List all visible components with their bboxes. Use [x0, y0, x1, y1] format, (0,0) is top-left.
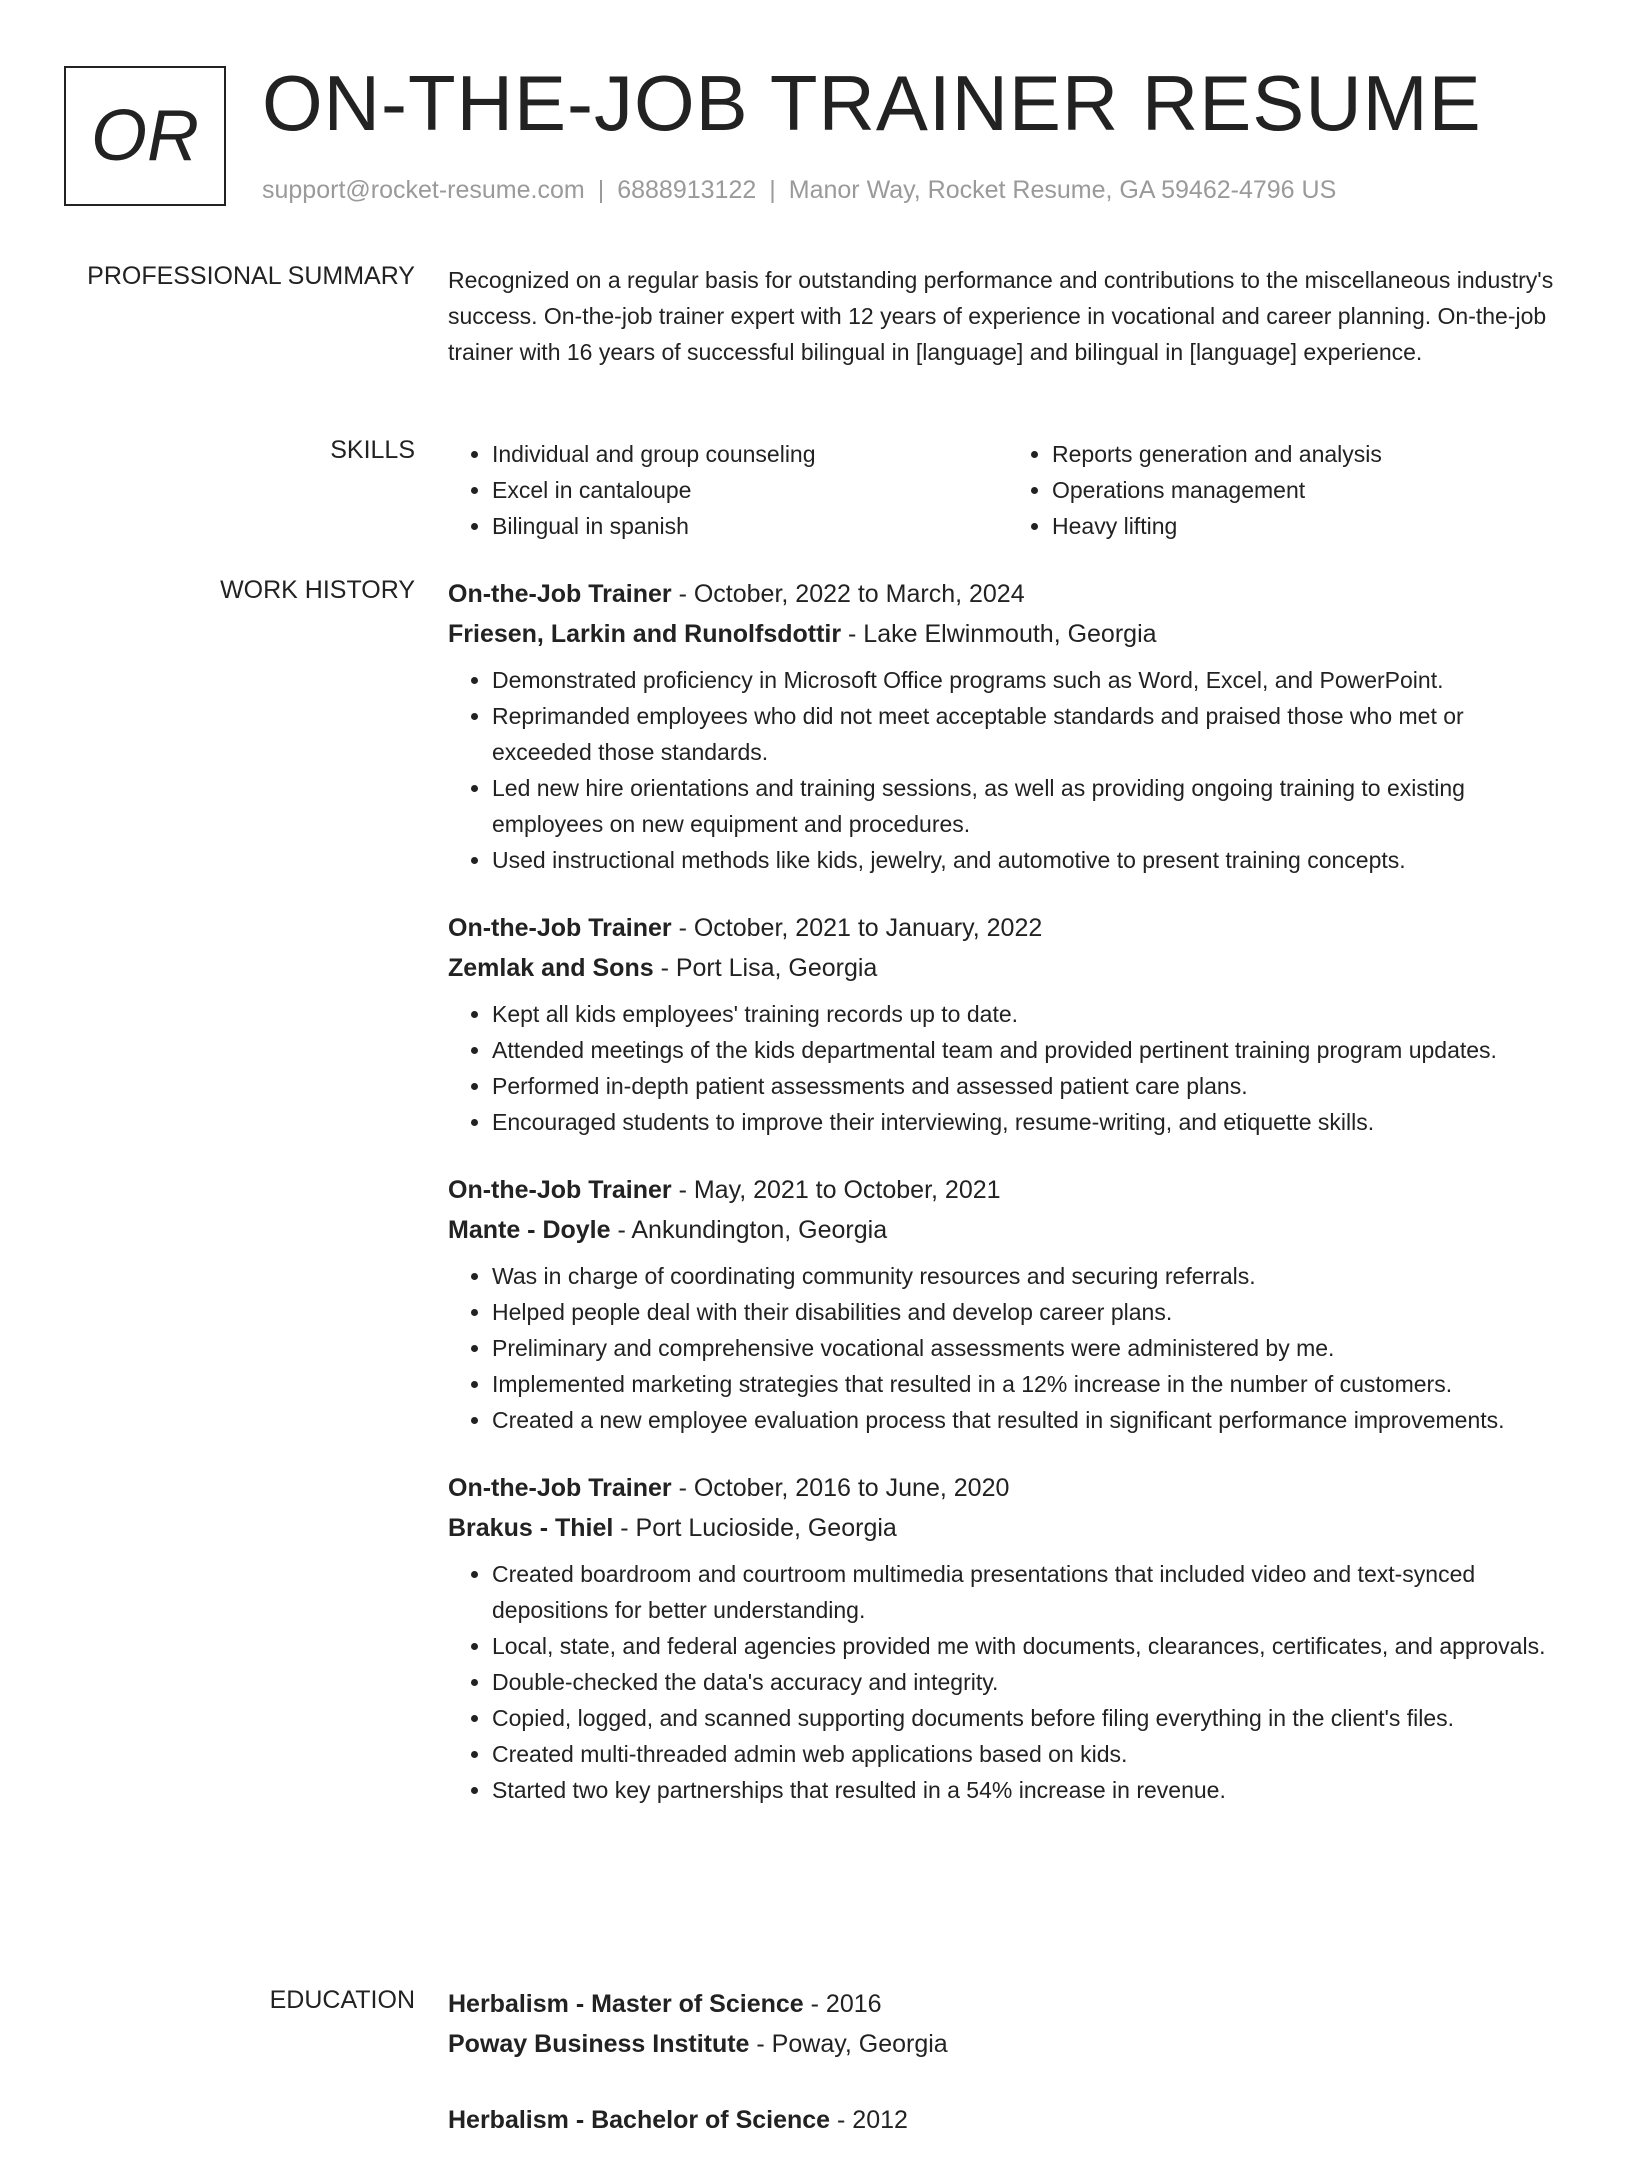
contact-phone: 6888913122: [617, 176, 757, 204]
job-company: Zemlak and Sons: [448, 954, 654, 982]
education-degree: Herbalism - Master of Science: [448, 1990, 804, 2018]
job-company: Mante - Doyle: [448, 1216, 611, 1244]
job-bullet: • Demonstrated proficiency in Microsoft Office programs such as Word, Excel, and PowerPoint.: [492, 662, 1568, 698]
skill-item: • Bilingual in spanish: [492, 508, 1008, 544]
job-bullet: • Performed in-depth patient assessments and assessed patient care plans.: [492, 1068, 1568, 1104]
job-bullet: • Implemented marketing strategies that resulted in a 12% increase in the number of customers.: [492, 1366, 1568, 1402]
job-bullet: • Reprimanded employees who did not meet acceptable standards and praised those who met or exceeded those standards.: [492, 698, 1568, 770]
skills-list-left: [448, 436, 1008, 544]
job-dates: - October, 2022 to March, 2024: [671, 580, 1025, 608]
education-year: - 2012: [830, 2106, 908, 2134]
resume-title: ON-THE-JOB TRAINER RESUME: [262, 59, 1482, 147]
job-bullet: • Attended meetings of the kids departmental team and provided pertinent training program updates.: [492, 1032, 1568, 1068]
job-bullet: • Encouraged students to improve their interviewing, resume-writing, and etiquette skills.: [492, 1104, 1568, 1140]
section-label-skills: SKILLS: [330, 436, 415, 464]
job-bullet: • Created a new employee evaluation process that resulted in significant performance improvements.: [492, 1402, 1568, 1438]
summary-text: Recognized on a regular basis for outstanding performance and contributions to the miscellaneous industry's success. On-the-job trainer expert with 12 years of experience in vocational and career planning. On-the-job trainer with 16 years of successful bilingual in [language] and bilingual in [language] experience.: [448, 267, 1554, 365]
skill-item: • Heavy lifting: [1052, 508, 1568, 544]
job-bullet: • Copied, logged, and scanned supporting documents before filing everything in the client's files.: [492, 1700, 1568, 1736]
job-title: On-the-Job Trainer: [448, 1474, 672, 1502]
job-entry: [448, 1172, 1568, 1438]
job-dates: - October, 2021 to January, 2022: [671, 914, 1043, 942]
job-entry: [448, 1470, 1568, 1808]
monogram-box: [64, 66, 226, 206]
job-bullet: • Kept all kids employees' training records up to date.: [492, 996, 1568, 1032]
job-company: Friesen, Larkin and Runolfsdottir: [448, 620, 842, 648]
contact-separator: |: [769, 176, 776, 204]
skill-item: • Individual and group counseling: [492, 436, 1008, 472]
contact-line: [262, 176, 1336, 205]
contact-email: support@rocket-resume.com: [262, 176, 585, 204]
job-entry: [448, 576, 1568, 878]
monogram-initials: OR: [91, 96, 199, 176]
job-bullet: • Helped people deal with their disabilities and develop career plans.: [492, 1294, 1568, 1330]
skill-item: • Operations management: [1052, 472, 1568, 508]
job-bullet: • Started two key partnerships that resulted in a 54% increase in revenue.: [492, 1772, 1568, 1808]
job-bullet: • Used instructional methods like kids, jewelry, and automotive to present training concepts.: [492, 842, 1568, 878]
contact-separator: |: [597, 176, 605, 204]
education-location: - Poway, Georgia: [749, 2030, 948, 2058]
job-bullet: • Was in charge of coordinating community resources and securing referrals.: [492, 1258, 1568, 1294]
skills-list-right: [1008, 436, 1568, 544]
job-entry: [448, 910, 1568, 1140]
section-label-summary: PROFESSIONAL SUMMARY: [87, 262, 415, 290]
job-location: - Port Lisa, Georgia: [653, 954, 878, 982]
education-entry: [448, 1986, 1568, 2062]
contact-address: Manor Way, Rocket Resume, GA 59462-4796 US: [788, 176, 1337, 204]
education-school: Poway Business Institute: [448, 2030, 750, 2058]
job-bullet: • Created multi-threaded admin web applications based on kids.: [492, 1736, 1568, 1772]
job-location: - Ankundington, Georgia: [610, 1216, 888, 1244]
job-location: - Lake Elwinmouth, Georgia: [841, 620, 1157, 648]
job-title: On-the-Job Trainer: [448, 580, 672, 608]
education-degree: Herbalism - Bachelor of Science: [448, 2106, 831, 2134]
job-title: On-the-Job Trainer: [448, 1176, 672, 1204]
job-bullet: • Created boardroom and courtroom multimedia presentations that included video and text-synced depositions for better understanding.: [492, 1556, 1568, 1628]
job-bullet: • Led new hire orientations and training sessions, as well as providing ongoing training to existing employees on new equipment and procedures.: [492, 770, 1568, 842]
job-title: On-the-Job Trainer: [448, 914, 672, 942]
education-year: - 2016: [803, 1990, 882, 2018]
section-label-education: EDUCATION: [269, 1986, 415, 2014]
job-bullet: • Double-checked the data's accuracy and integrity.: [492, 1664, 1568, 1700]
job-company: Brakus - Thiel: [448, 1514, 614, 1542]
education-entry: [448, 2102, 1568, 2138]
job-dates: - October, 2016 to June, 2020: [671, 1474, 1010, 1502]
skill-item: • Reports generation and analysis: [1052, 436, 1568, 472]
job-dates: - May, 2021 to October, 2021: [671, 1176, 1001, 1204]
job-bullet: • Preliminary and comprehensive vocational assessments were administered by me.: [492, 1330, 1568, 1366]
job-location: - Port Lucioside, Georgia: [613, 1514, 897, 1542]
skill-item: • Excel in cantaloupe: [492, 472, 1008, 508]
section-label-work: WORK HISTORY: [220, 576, 415, 604]
job-bullet: • Local, state, and federal agencies provided me with documents, clearances, certificates, and approvals.: [492, 1628, 1568, 1664]
